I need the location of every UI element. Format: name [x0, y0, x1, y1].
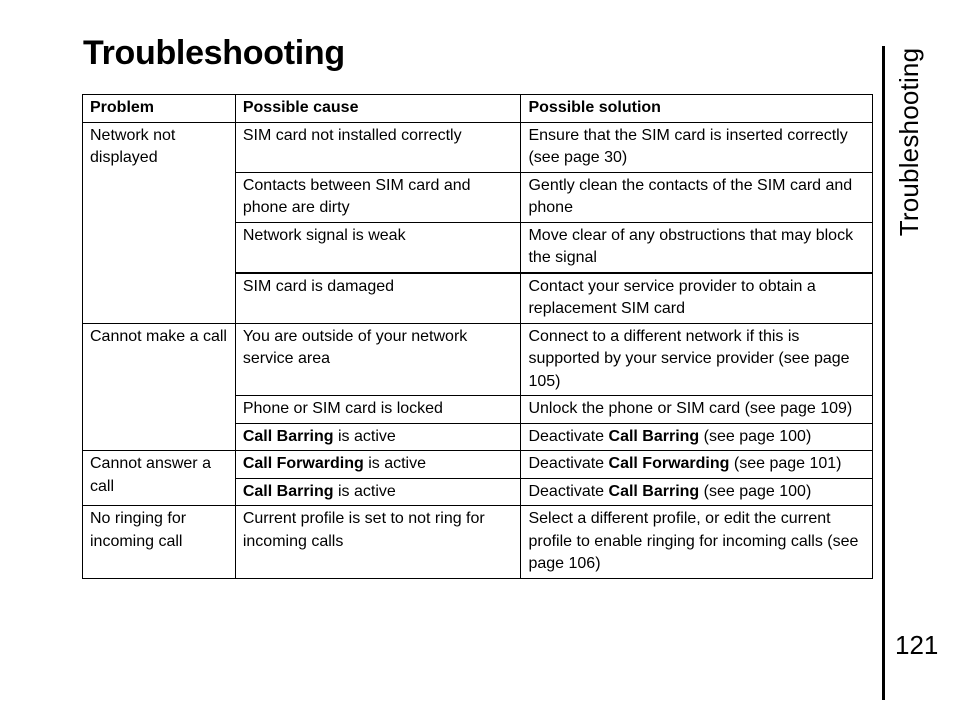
solution-cell [521, 122, 873, 172]
cell-text: SIM card not installed correctly [242, 126, 462, 144]
cell-text: Network signal is weak [242, 226, 406, 244]
cell-text: Contacts between SIM card and phone are dirty [242, 176, 471, 216]
cell-text: Current profile is set to not ring for incoming calls [242, 510, 485, 550]
cell-text: Select a different profile, or edit the current profile to enable ringing for incoming calls (see page 106) [528, 510, 859, 572]
cell-text: Connect to a different network if this is supported by your service provider (see page 105) [528, 327, 850, 390]
table-row [83, 506, 873, 579]
solution-cell [521, 222, 873, 273]
problem-cell: Network not displayed [83, 122, 236, 323]
cause-cell [235, 423, 521, 451]
emphasis-text: Call Barring [242, 427, 334, 445]
cause-cell [235, 396, 521, 424]
emphasis-text: Call Barring [242, 482, 334, 500]
side-rule [882, 46, 885, 700]
cause-cell [235, 323, 521, 396]
cell-text: Ensure that the SIM card is inserted correctly (see page 30) [528, 126, 848, 166]
cell-text: Deactivate [528, 482, 609, 500]
table-header-row [83, 95, 873, 123]
page-title: Troubleshooting [83, 34, 345, 72]
side-section-label: Troubleshooting [894, 47, 924, 237]
emphasis-text: Call Forwarding [242, 455, 364, 472]
cell-text: (see page 100) [699, 482, 812, 500]
solution-cell [521, 172, 873, 222]
side-section-tab [892, 46, 926, 239]
header-possible-solution: Possible solution [521, 95, 873, 123]
table-row [83, 451, 873, 479]
solution-cell [521, 273, 873, 324]
table-row [83, 323, 873, 396]
page-number: 121 [895, 630, 939, 660]
cell-text: Contact your service provider to obtain a replacement SIM card [528, 277, 816, 317]
cause-cell [235, 222, 521, 273]
problem-cell: Cannot make a call [83, 323, 236, 451]
solution-cell [521, 423, 873, 451]
header-problem: Problem [83, 95, 236, 123]
cell-text: You are outside of your network service area [242, 327, 468, 367]
cell-text: Unlock the phone or SIM card (see page 109) [528, 400, 853, 417]
cell-text: Move clear of any obstructions that may block the signal [528, 226, 854, 266]
cell-text: (see page 101) [729, 455, 842, 472]
problem-cell: No ringing for incoming call [83, 506, 236, 579]
cell-text: (see page 100) [699, 427, 812, 445]
cell-text: is active [333, 427, 396, 445]
emphasis-text: Call Forwarding [608, 455, 730, 472]
solution-cell [521, 506, 873, 579]
cause-cell [235, 451, 521, 479]
cause-cell [235, 506, 521, 579]
emphasis-text: Call Barring [608, 427, 700, 445]
emphasis-text: Call Barring [608, 482, 700, 500]
troubleshooting-table [82, 94, 873, 579]
cell-text: Phone or SIM card is locked [242, 400, 443, 417]
solution-cell [521, 396, 873, 424]
cause-cell [235, 273, 521, 324]
solution-cell [521, 323, 873, 396]
problem-cell: Cannot answer a call [83, 451, 236, 506]
header-possible-cause: Possible cause [235, 95, 521, 123]
cell-text: is active [363, 455, 426, 472]
cell-text: Gently clean the contacts of the SIM card and phone [528, 176, 853, 216]
table-row [83, 122, 873, 172]
cause-cell [235, 478, 521, 506]
cell-text: Deactivate [528, 455, 609, 472]
cell-text: Deactivate [528, 427, 609, 445]
cause-cell [235, 172, 521, 222]
solution-cell [521, 451, 873, 479]
cell-text: SIM card is damaged [242, 277, 395, 295]
cell-text: is active [333, 482, 396, 500]
cause-cell [235, 122, 521, 172]
solution-cell [521, 478, 873, 506]
table-body [83, 122, 873, 578]
